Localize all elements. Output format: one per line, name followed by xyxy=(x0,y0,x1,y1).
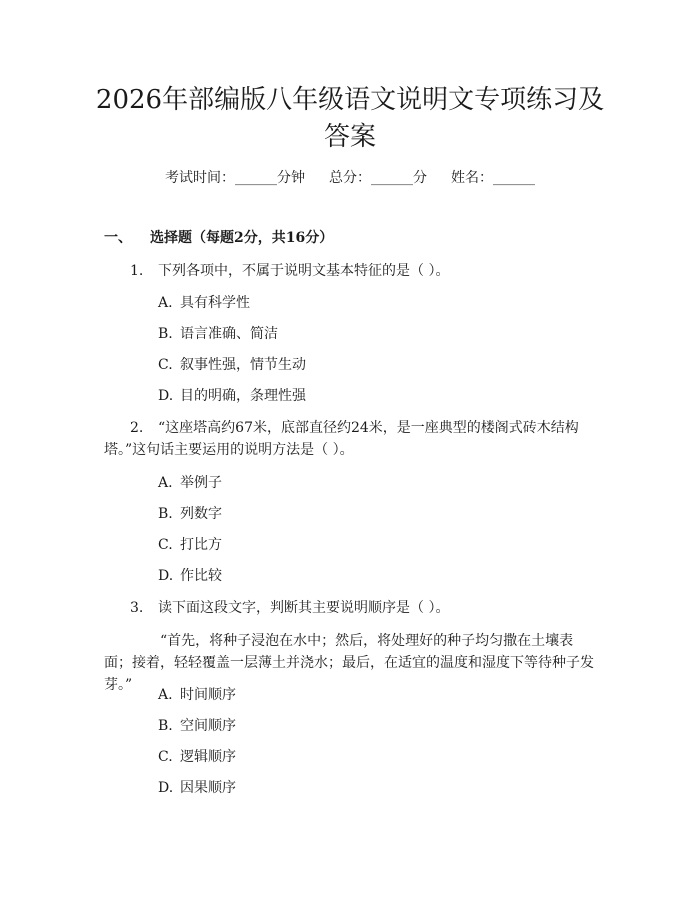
option-letter: D. xyxy=(158,388,174,404)
question-1-option-c xyxy=(158,355,306,375)
option-letter: B. xyxy=(158,718,173,734)
option-text: 举例子 xyxy=(180,475,222,491)
option-letter: A. xyxy=(158,295,173,311)
option-text: 因果顺序 xyxy=(180,780,236,796)
question-2-option-b xyxy=(158,504,222,524)
question-3-stem xyxy=(104,597,598,619)
question-2-stem xyxy=(104,417,598,461)
option-letter: A. xyxy=(158,687,173,703)
option-text: 目的明确，条理性强 xyxy=(180,388,306,404)
question-2-option-a xyxy=(158,473,222,493)
option-letter: C. xyxy=(158,537,173,553)
option-text: 具有科学性 xyxy=(180,295,250,311)
question-1-option-a xyxy=(158,293,250,313)
question-3-option-c xyxy=(158,747,236,767)
question-text: 下列各项中，不属于说明文基本特征的是（ ）。 xyxy=(158,263,450,279)
question-3-option-b xyxy=(158,716,236,736)
option-letter: B. xyxy=(158,326,173,342)
section-title: 选择题（每题2分，共16分） xyxy=(150,230,334,246)
option-letter: B. xyxy=(158,506,173,522)
question-2-option-d xyxy=(158,566,222,586)
question-3-option-a xyxy=(158,685,236,705)
section-number: 一、 xyxy=(104,230,132,246)
option-letter: C. xyxy=(158,749,173,765)
question-number: 1. xyxy=(130,263,144,279)
question-1-option-b xyxy=(158,324,278,344)
option-letter: C. xyxy=(158,357,173,373)
option-text: 叙事性强，情节生动 xyxy=(180,357,306,373)
question-text: “这座塔高约67米，底部直径约24米，是一座典型的楼阁式砖木结构塔。”这句话主要运用的说明方法是（ ）。 xyxy=(104,420,579,458)
question-number: 2. xyxy=(130,420,144,436)
question-number: 3. xyxy=(130,600,144,616)
question-3-passage: “首先，将种子浸泡在水中；然后，将处理好的种子均匀撒在土壤表面；接着，轻轻覆盖一层薄土并浇水；最后，在适宜的温度和湿度下等待种子发芽。” xyxy=(104,633,594,693)
student-name-field: 姓名：______ xyxy=(451,170,535,186)
question-2-option-c xyxy=(158,535,222,555)
option-letter: D. xyxy=(158,568,174,584)
question-text: 读下面这段文字，判断其主要说明顺序是（ ）。 xyxy=(158,600,450,616)
option-text: 打比方 xyxy=(180,537,222,553)
option-text: 时间顺序 xyxy=(180,687,236,703)
option-text: 语言准确、简洁 xyxy=(180,326,278,342)
question-1-stem xyxy=(104,260,598,282)
option-text: 作比较 xyxy=(180,568,222,584)
section-heading xyxy=(104,228,333,248)
exam-time-field: 考试时间：______分钟 xyxy=(165,170,305,186)
total-score-field: 总分：______分 xyxy=(329,170,427,186)
option-text: 空间顺序 xyxy=(180,718,236,734)
question-3-option-d xyxy=(158,778,236,798)
option-text: 列数字 xyxy=(180,506,222,522)
question-1-option-d xyxy=(158,386,306,406)
exam-info-line xyxy=(0,168,700,188)
option-letter: A. xyxy=(158,475,173,491)
document-title: 2026年部编版八年级语文说明文专项练习及答案 xyxy=(95,85,605,152)
option-text: 逻辑顺序 xyxy=(180,749,236,765)
option-letter: D. xyxy=(158,780,174,796)
